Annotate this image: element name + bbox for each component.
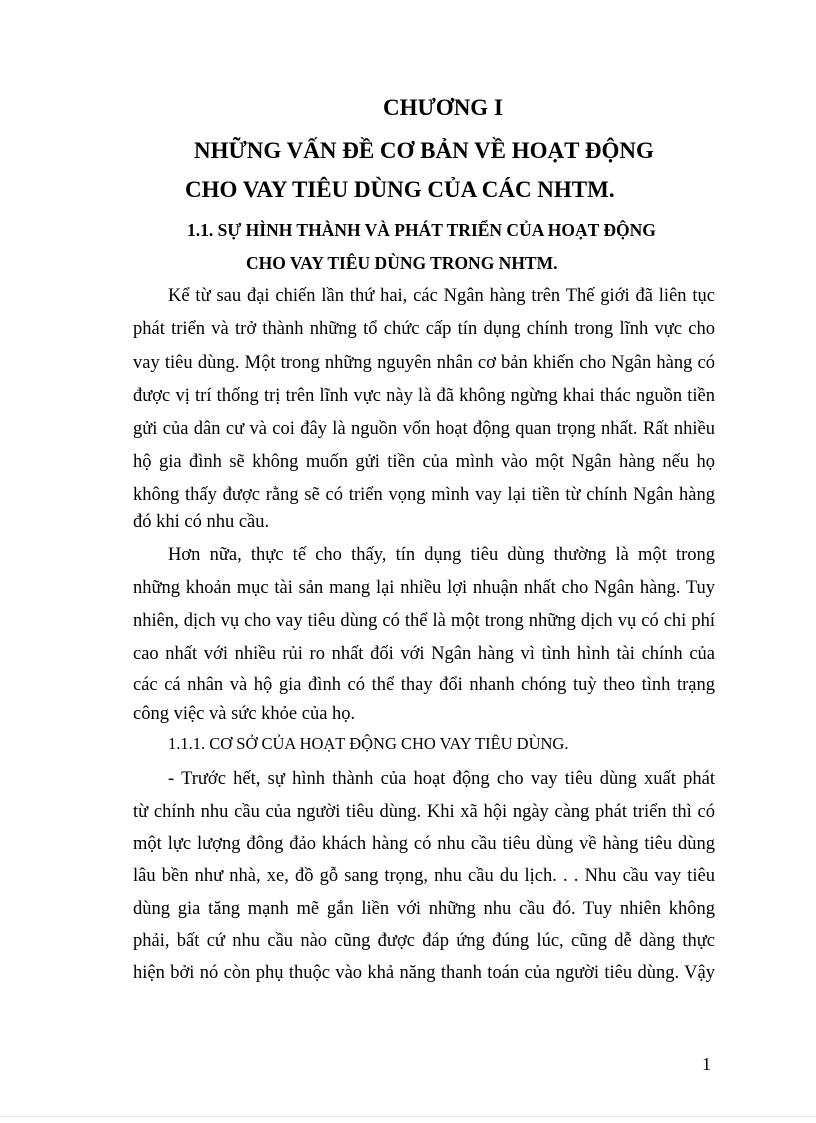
paragraph-2-line: những khoản mục tài sản mang lại nhiều lợi nhuận nhất cho Ngân hàng. Tuy	[133, 578, 715, 598]
page-bottom-divider	[0, 1116, 816, 1117]
paragraph-1-line: vay tiêu dùng. Một trong những nguyên nhân cơ bản khiến cho Ngân hàng có	[133, 353, 715, 373]
paragraph-1-line: đó khi có nhu cầu.	[133, 512, 270, 532]
section-heading-line-2: CHO VAY TIÊU DÙNG TRONG NHTM.	[246, 253, 558, 273]
chapter-title-line-2: CHO VAY TIÊU DÙNG CỦA CÁC NHTM.	[185, 177, 615, 202]
paragraph-3-line: - Trước hết, sự hình thành của hoạt động cho vay tiêu dùng xuất phát	[168, 769, 715, 789]
page-number: 1	[702, 1054, 711, 1074]
paragraph-1-line: không thấy được rằng sẽ có triển vọng mình vay lại tiền từ chính Ngân hàng	[133, 485, 715, 505]
section-heading-line-1: 1.1. SỰ HÌNH THÀNH VÀ PHÁT TRIỂN CỦA HOẠT ĐỘNG	[187, 220, 656, 240]
paragraph-3-line: một lực lượng đông đảo khách hàng có nhu cầu tiêu dùng về hàng tiêu dùng	[133, 834, 715, 854]
paragraph-3-line: phải, bất cứ nhu cầu nào cũng được đáp ứng đúng lúc, cũng dễ dàng thực	[133, 931, 715, 951]
subsection-heading: 1.1.1. CƠ SỞ CỦA HOẠT ĐỘNG CHO VAY TIÊU DÙNG.	[168, 734, 569, 753]
paragraph-1-line: phát triển và trở thành những tổ chức cấp tín dụng chính trong lĩnh vực cho	[133, 319, 715, 339]
paragraph-3-line: dùng gia tăng mạnh mẽ gắn liền với những nhu cầu đó. Tuy nhiên không	[133, 899, 715, 919]
chapter-title-line-1: NHỮNG VẤN ĐỀ CƠ BẢN VỀ HOẠT ĐỘNG	[194, 138, 654, 163]
paragraph-1-line: hộ gia đình sẽ không muốn gửi tiền của mình vào một Ngân hàng nếu họ	[133, 452, 715, 472]
chapter-heading: CHƯƠNG I	[383, 95, 503, 120]
paragraph-3-line: từ chính nhu cầu của người tiêu dùng. Khi xã hội ngày càng phát triển thì có	[133, 802, 715, 822]
paragraph-1-line: gửi của dân cư và coi đây là nguồn vốn hoạt động quan trọng nhất. Rất nhiều	[133, 419, 715, 439]
paragraph-1-line: được vị trí thống trị trên lĩnh vực này là đã không ngừng khai thác nguồn tiền	[133, 386, 715, 406]
paragraph-2-line: cao nhất với nhiều rủi ro nhất đối với Ngân hàng vì tình hình tài chính của	[133, 644, 715, 664]
paragraph-2-line: nhiên, dịch vụ cho vay tiêu dùng có thể là một trong những dịch vụ có chi phí	[133, 611, 715, 631]
paragraph-1-line: Kể từ sau đại chiến lần thứ hai, các Ngân hàng trên Thế giới đã liên tục	[168, 286, 715, 306]
paragraph-3-line: lâu bền như nhà, xe, đồ gỗ sang trọng, nhu cầu du lịch. . . Nhu cầu vay tiêu	[133, 866, 715, 886]
paragraph-2-line: Hơn nữa, thực tế cho thấy, tín dụng tiêu dùng thường là một trong	[168, 545, 715, 565]
paragraph-3-line: hiện bởi nó còn phụ thuộc vào khả năng thanh toán của người tiêu dùng. Vậy	[133, 963, 715, 983]
paragraph-2-line: các cá nhân và hộ gia đình có thể thay đổi nhanh chóng tuỳ theo tình trạng	[133, 675, 715, 695]
paragraph-2-line: công việc và sức khỏe của họ.	[133, 704, 356, 724]
